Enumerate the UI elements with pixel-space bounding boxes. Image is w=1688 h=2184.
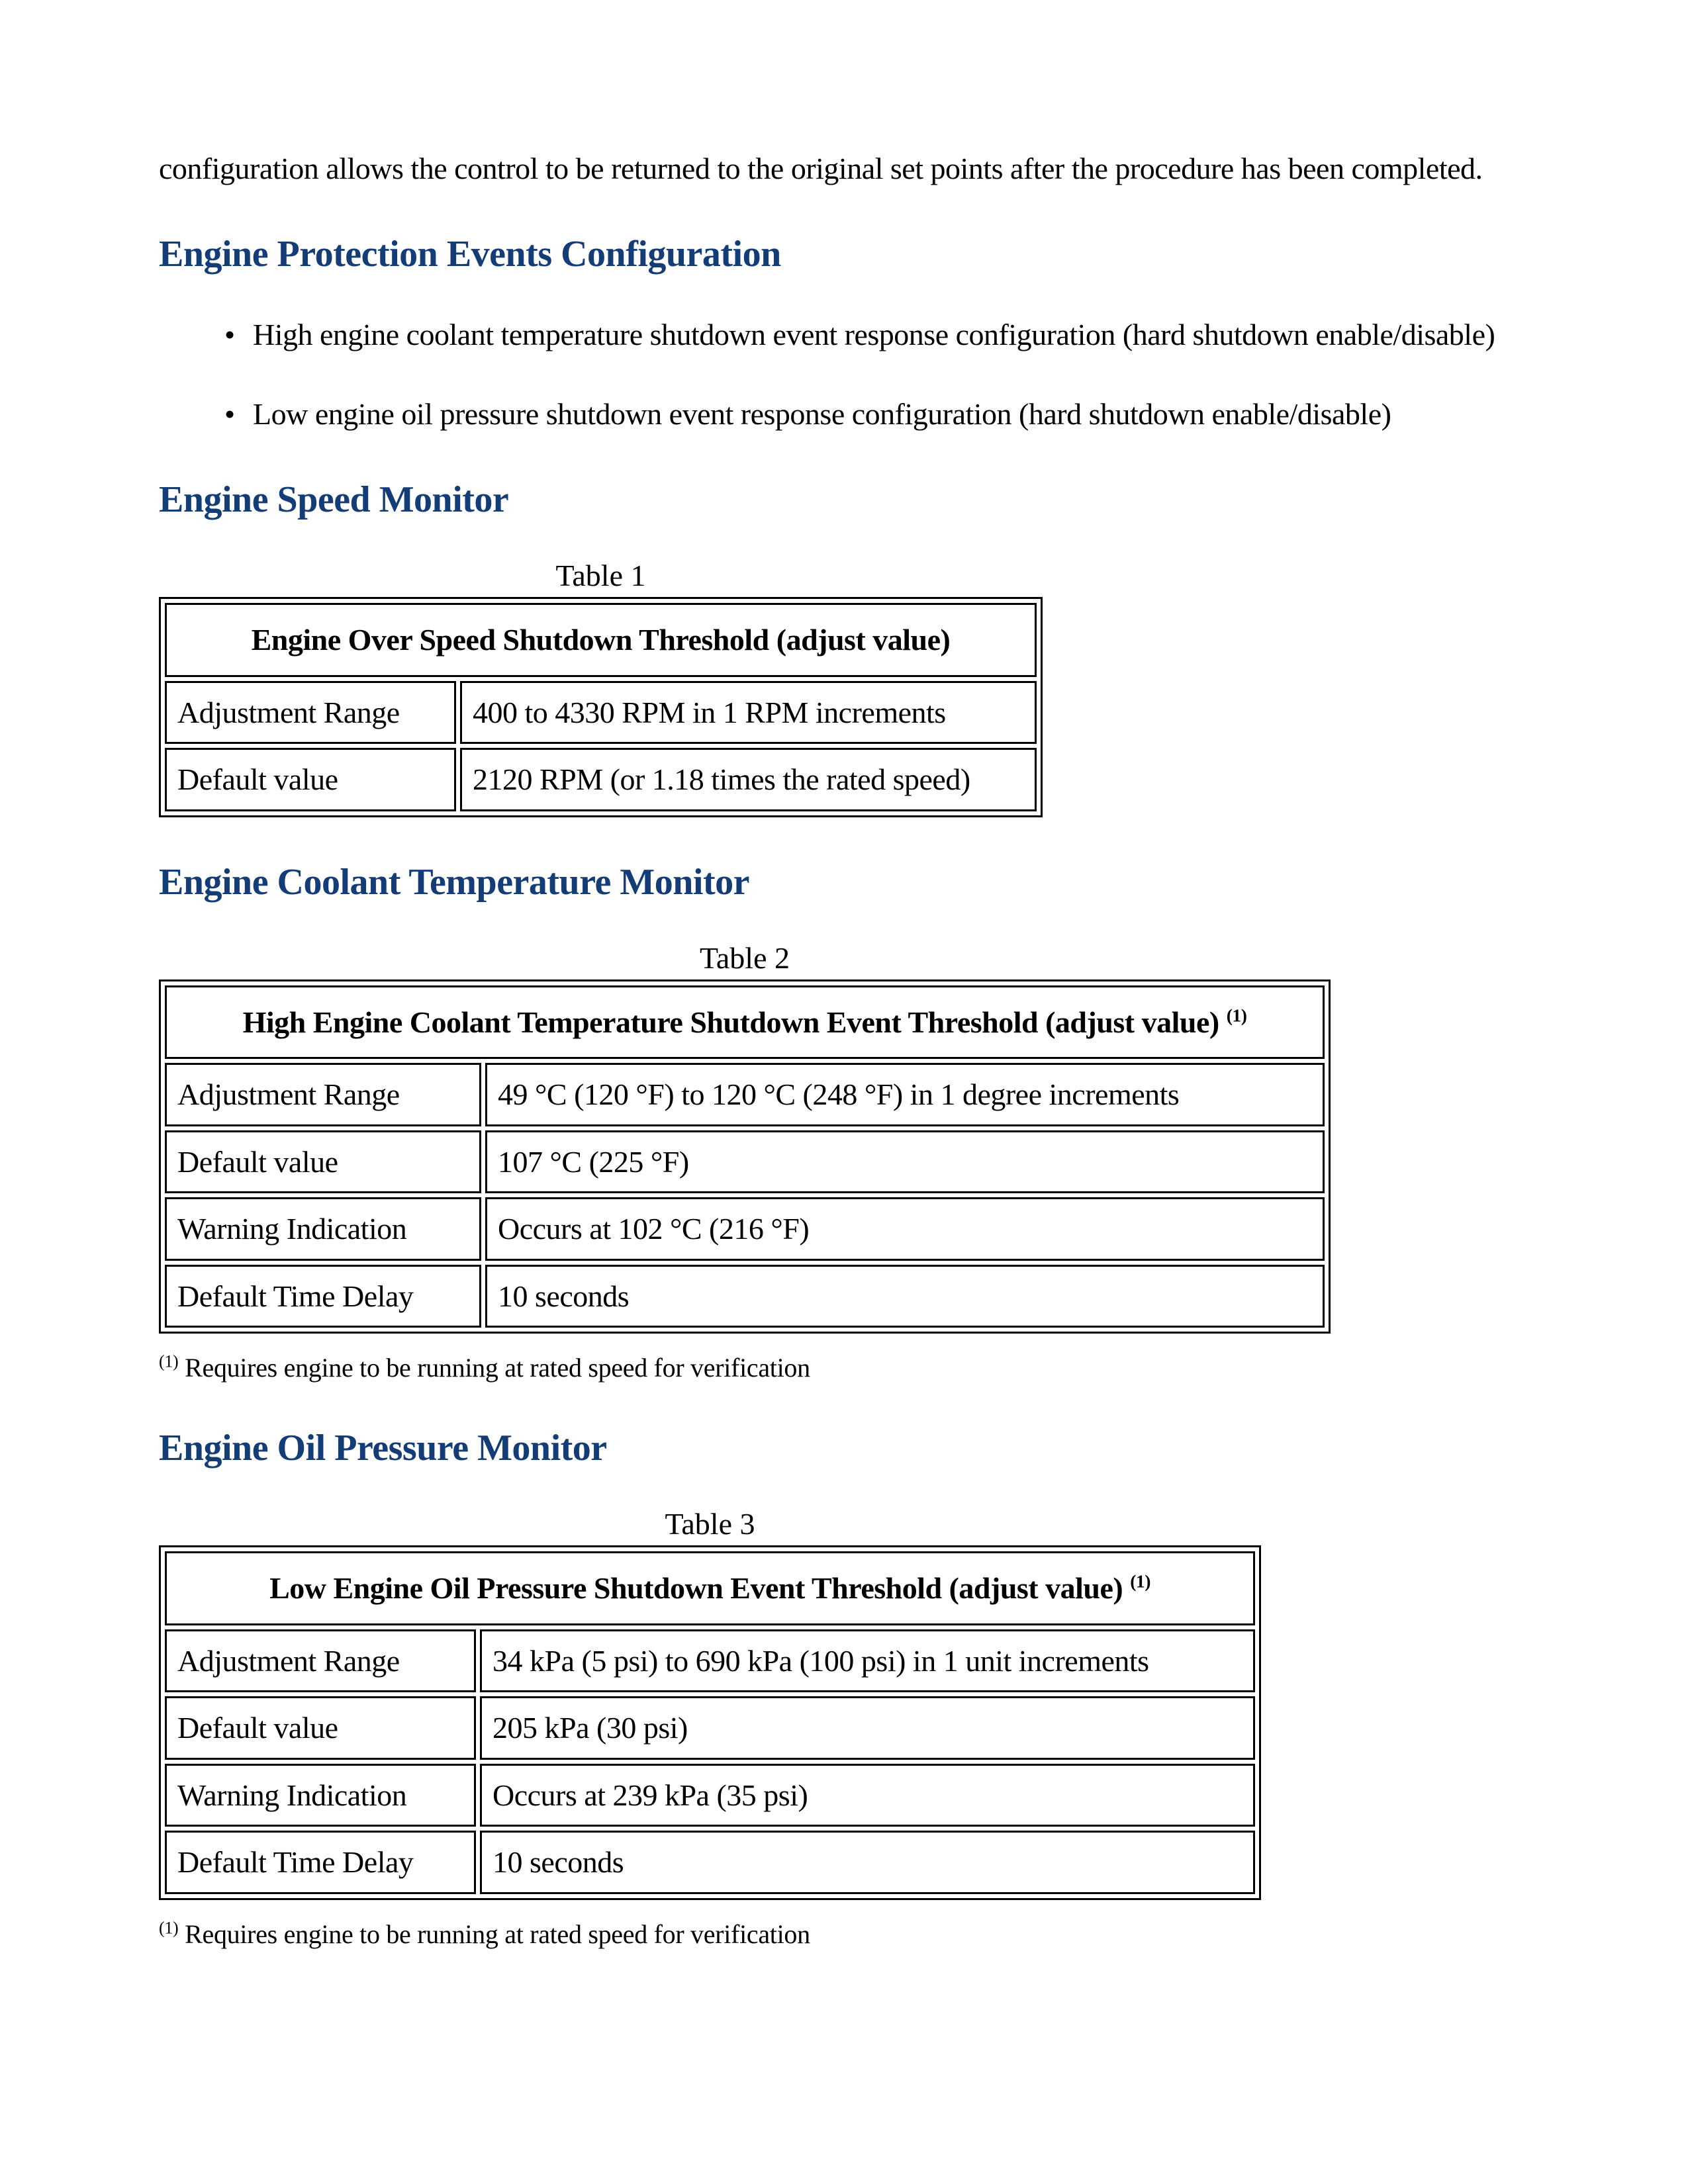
row-label-cell: Default Time Delay — [165, 1831, 476, 1894]
table-3-block — [159, 1506, 1529, 1950]
row-label-cell: Adjustment Range — [165, 1629, 476, 1693]
table-2-block — [159, 940, 1529, 1384]
table-row — [165, 1831, 1255, 1894]
table-header-row — [165, 603, 1037, 677]
table-row — [165, 1764, 1255, 1827]
table-1-header-cell — [165, 603, 1037, 677]
table-header-text: Low Engine Oil Pressure Shutdown Event Threshold (adjust value) — [269, 1571, 1123, 1606]
table-header-text: Engine Over Speed Shutdown Threshold (adjust value) — [251, 623, 951, 657]
bullet-marker-icon: • — [224, 317, 235, 351]
table-3-header-cell — [165, 1551, 1255, 1625]
section-heading-engine-protection-events: Engine Protection Events Configuration — [159, 233, 781, 275]
table-header-row — [165, 1551, 1255, 1625]
table-row — [165, 1265, 1325, 1328]
table-row — [165, 748, 1037, 811]
footnote-text: Requires engine to be running at rated speed for verification — [185, 1919, 810, 1949]
bullet-item — [159, 394, 1529, 435]
row-value-cell: 205 kPa (30 psi) — [480, 1696, 1255, 1760]
section-heading-engine-oil-pressure-monitor: Engine Oil Pressure Monitor — [159, 1428, 607, 1469]
header-footnote-superscript: (1) — [1226, 1005, 1247, 1026]
row-value-cell: 2120 RPM (or 1.18 times the rated speed) — [460, 748, 1037, 811]
table-header-text: High Engine Coolant Temperature Shutdown Event Threshold (adjust value) — [242, 1005, 1219, 1039]
section-heading-engine-coolant-temperature-monitor: Engine Coolant Temperature Monitor — [159, 861, 749, 903]
row-label-cell: Default value — [165, 1696, 476, 1760]
row-value-cell: 400 to 4330 RPM in 1 RPM increments — [460, 681, 1037, 745]
intro-paragraph: configuration allows the control to be returned to the original set points after the procedure has been completed. — [159, 152, 1483, 185]
row-value-cell: 10 seconds — [480, 1831, 1255, 1894]
row-label-cell: Warning Indication — [165, 1764, 476, 1827]
bullet-text: Low engine oil pressure shutdown event response configuration (hard shutdown enable/disable) — [253, 397, 1391, 432]
table-row — [165, 1629, 1255, 1693]
row-value-cell: 49 °C (120 °F) to 120 °C (248 °F) in 1 degree increments — [485, 1063, 1325, 1126]
footnote-text: Requires engine to be running at rated speed for verification — [185, 1353, 810, 1383]
header-footnote-superscript: (1) — [1130, 1570, 1150, 1592]
table-row — [165, 681, 1037, 745]
table-1-block — [159, 558, 1529, 817]
bullet-marker-icon: • — [224, 397, 235, 432]
footnote-marker: (1) — [159, 1351, 179, 1371]
row-label-cell: Adjustment Range — [165, 1063, 481, 1126]
row-value-cell: Occurs at 102 °C (216 °F) — [485, 1197, 1325, 1261]
row-label-cell: Adjustment Range — [165, 681, 456, 745]
table-header-row — [165, 985, 1325, 1060]
table-2-header-cell — [165, 985, 1325, 1060]
table-row — [165, 1063, 1325, 1126]
row-label-cell: Default value — [165, 748, 456, 811]
row-label-cell: Default value — [165, 1130, 481, 1194]
footnote — [159, 1352, 1529, 1383]
bullet-item — [159, 315, 1529, 355]
bullet-list — [159, 315, 1529, 435]
table-row — [165, 1696, 1255, 1760]
table-1-caption: Table 1 — [555, 559, 646, 593]
row-value-cell: 10 seconds — [485, 1265, 1325, 1328]
table-3-caption: Table 3 — [665, 1507, 755, 1541]
bullet-text: High engine coolant temperature shutdown event response configuration (hard shutdown enable/disable) — [253, 317, 1495, 351]
table-row — [165, 1130, 1325, 1194]
table-2-caption: Table 2 — [699, 940, 790, 975]
row-value-cell: 34 kPa (5 psi) to 690 kPa (100 psi) in 1 unit increments — [480, 1629, 1255, 1693]
footnote-marker: (1) — [159, 1918, 179, 1938]
footnote — [159, 1919, 1529, 1950]
table-3 — [159, 1545, 1261, 1900]
section-heading-engine-speed-monitor: Engine Speed Monitor — [159, 479, 509, 521]
table-2 — [159, 979, 1331, 1334]
table-row — [165, 1197, 1325, 1261]
row-label-cell: Warning Indication — [165, 1197, 481, 1261]
row-label-cell: Default Time Delay — [165, 1265, 481, 1328]
row-value-cell: 107 °C (225 °F) — [485, 1130, 1325, 1194]
row-value-cell: Occurs at 239 kPa (35 psi) — [480, 1764, 1255, 1827]
table-1 — [159, 597, 1043, 817]
